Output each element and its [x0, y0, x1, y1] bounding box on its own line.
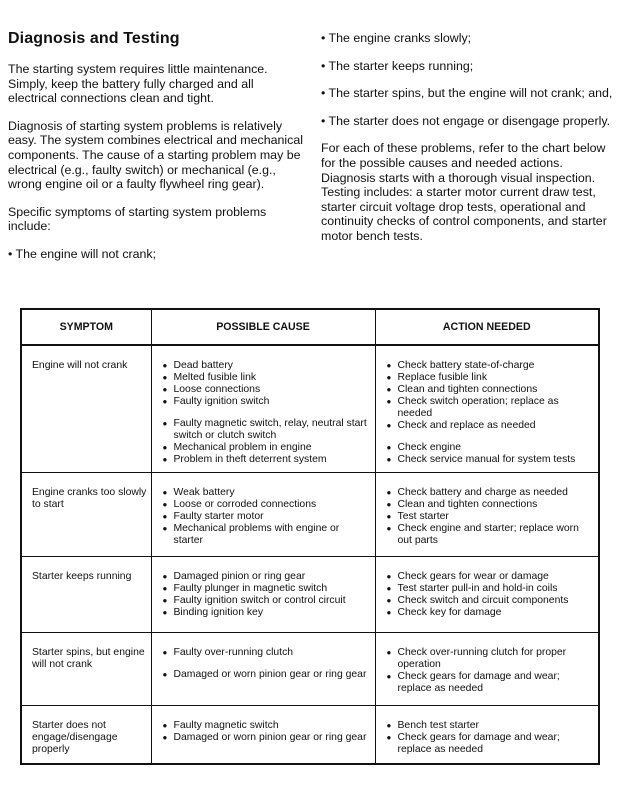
left-column — [8, 30, 304, 275]
symptom-bullet: • The starter does not engage or disengage properly. — [321, 113, 611, 128]
cause-cell — [151, 473, 375, 557]
table-row — [21, 706, 599, 764]
action-item: ● Check engine — [387, 442, 595, 454]
cause-cell — [151, 633, 375, 706]
column-header: SYMPTOM — [21, 309, 151, 345]
action-item: ● Check battery state-of-charge — [387, 360, 595, 372]
symptom-cell: Engine cranks too slowly to start — [21, 473, 151, 557]
cause-item: ● Faulty over-running clutch — [163, 647, 371, 659]
table-row — [21, 473, 599, 557]
action-item: ● Bench test starter — [387, 720, 595, 732]
cause-item: ● Damaged pinion or ring gear — [163, 571, 371, 583]
action-cell — [375, 345, 599, 473]
table-row — [21, 557, 599, 633]
action-item: ● Replace fusible link — [387, 372, 595, 384]
symptom-cell: Starter spins, but engine will not crank — [21, 633, 151, 706]
symptom-bullet: • The engine will not crank; — [8, 246, 157, 261]
symptoms-intro-paragraph: Specific symptoms of starting system problems include: — [8, 204, 267, 234]
cause-item: ● Weak battery — [163, 487, 371, 499]
cause-item: ● Binding ignition key — [163, 607, 371, 619]
cause-item: ● Problem in theft deterrent system — [163, 454, 371, 466]
cause-item: ● Damaged or worn pinion gear or ring gear — [163, 669, 371, 681]
action-item: ● Check gears for wear or damage — [387, 571, 595, 583]
symptom-cell: Starter keeps running — [21, 557, 151, 633]
cause-item: ● Faulty magnetic switch — [163, 720, 371, 732]
action-item: ● Check gears for damage and wear; replace as needed — [387, 732, 595, 756]
symptom-bullet: • The starter spins, but the engine will not crank; and, — [321, 86, 613, 101]
action-item: ● Check key for damage — [387, 607, 595, 619]
cause-item: ● Faulty starter motor — [163, 511, 371, 523]
action-cell — [375, 706, 599, 764]
cause-cell — [151, 557, 375, 633]
symptom-bullet: • The starter keeps running; — [321, 58, 474, 73]
action-cell — [375, 633, 599, 706]
action-item: ● Check battery and charge as needed — [387, 487, 595, 499]
intro-paragraph: The starting system requires little maintenance. Simply, keep the battery fully charged and all electrical connections clean and tight. — [8, 62, 268, 106]
table-header-row — [21, 309, 599, 345]
cause-item: ● Faulty magnetic switch, relay, neutral start switch or clutch switch — [163, 418, 371, 442]
action-item: ● Check switch and circuit components — [387, 595, 595, 607]
cause-item: ● Mechanical problem in engine — [163, 442, 371, 454]
column-header: ACTION NEEDED — [375, 309, 599, 345]
chart-reference-paragraph: For each of these problems, refer to the chart below for the possible causes and needed actions. Diagnosis starts with a thorough visual inspection. Testing includes: a starter motor current draw test, starter circuit voltage drop tests, operational and continuity checks of control components, and starter motor bench tests. — [321, 141, 607, 243]
cause-item: ● Damaged or worn pinion gear or ring gear — [163, 732, 371, 744]
action-item: ● Check switch operation; replace as needed — [387, 396, 595, 420]
action-item: ● Clean and tighten connections — [387, 384, 595, 396]
action-item: ● Clean and tighten connections — [387, 499, 595, 511]
table-row — [21, 345, 599, 473]
cause-item: ● Faulty ignition switch — [163, 396, 371, 408]
cause-item: ● Faulty ignition switch or control circuit — [163, 595, 371, 607]
cause-item: ● Melted fusible link — [163, 372, 371, 384]
action-item: ● Test starter pull-in and hold-in coils — [387, 583, 595, 595]
cause-item: ● Loose connections — [163, 384, 371, 396]
action-item: ● Test starter — [387, 511, 595, 523]
cause-item: ● Faulty plunger in magnetic switch — [163, 583, 371, 595]
symptom-cell: Engine will not crank — [21, 345, 151, 473]
action-item: ● Check and replace as needed — [387, 420, 595, 432]
cause-item: ● Dead battery — [163, 360, 371, 372]
cause-item: ● Loose or corroded connections — [163, 499, 371, 511]
action-cell — [375, 473, 599, 557]
symptom-cell: Starter does not engage/disengage properly — [21, 706, 151, 764]
column-header: POSSIBLE CAUSE — [151, 309, 375, 345]
cause-cell — [151, 345, 375, 473]
symptom-bullet: • The engine cranks slowly; — [321, 31, 472, 45]
action-item: ● Check service manual for system tests — [387, 454, 595, 466]
right-column — [321, 31, 617, 257]
action-item: ● Check gears for damage and wear; replace as needed — [387, 671, 595, 695]
diagnosis-paragraph: Diagnosis of starting system problems is relatively easy. The system combines electrical and mechanical components. The cause of a starting problem may be electrical (e.g., faulty switch) or mechanical (e.g., wrong engine oil or a faulty flywheel ring gear). — [8, 118, 303, 192]
table-row — [21, 633, 599, 706]
action-cell — [375, 557, 599, 633]
cause-cell — [151, 706, 375, 764]
action-item: ● Check over-running clutch for proper operation — [387, 647, 595, 671]
cause-item: ● Mechanical problems with engine or starter — [163, 523, 371, 547]
section-heading: Diagnosis and Testing — [8, 30, 180, 47]
diagnosis-table — [20, 308, 600, 765]
action-item: ● Check engine and starter; replace worn out parts — [387, 523, 595, 547]
